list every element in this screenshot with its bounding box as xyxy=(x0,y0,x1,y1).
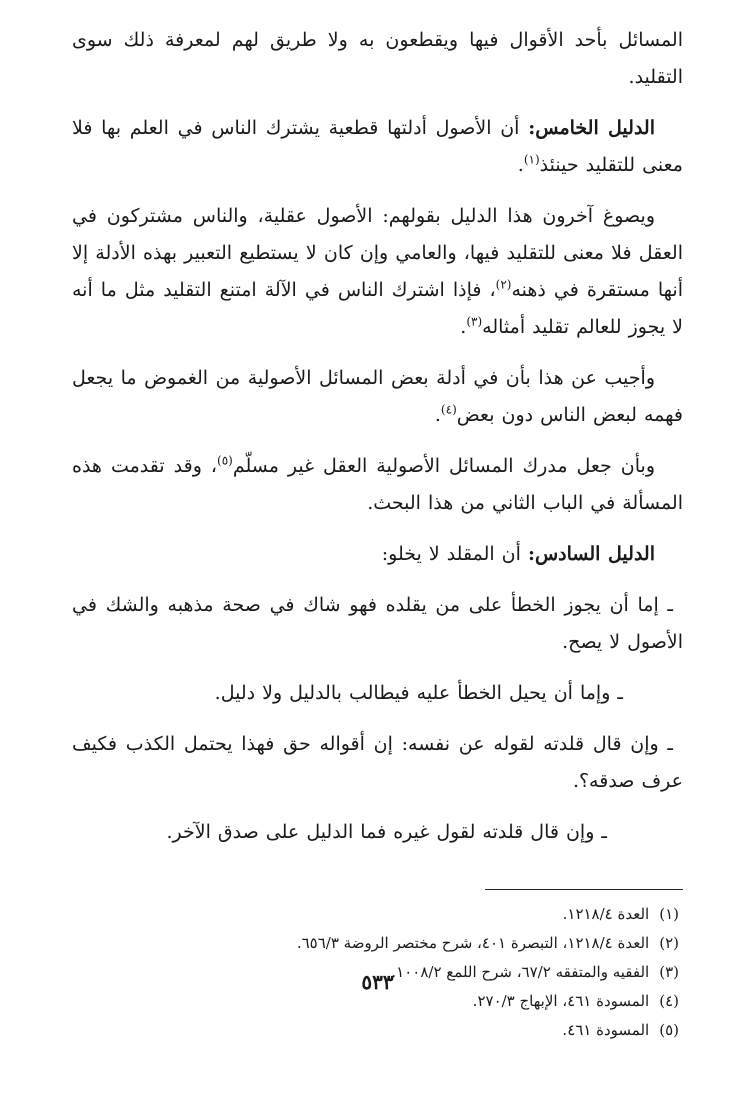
page-number: ٥٣٣ xyxy=(361,970,394,994)
paragraph-text: وبأن جعل مدرك المسائل الأصولية العقل غير مسلّم xyxy=(232,455,655,477)
footnote-number: (٥) xyxy=(659,1021,679,1039)
list-item xyxy=(72,726,683,800)
footnote-number: (٣) xyxy=(659,963,679,981)
paragraph-text: أن الأصول أدلتها قطعية يشترك الناس في العلم بها فلا معنى للتقليد حينئذ xyxy=(72,117,683,176)
footnote-text: العدة ١٢١٨/٤. xyxy=(562,905,650,923)
footnote-item xyxy=(72,929,683,958)
paragraph-text: ، فإذا اشترك الناس في الآلة امتنع التقليد مثل ما أنه لا يجوز للعالم تقليد أمثاله xyxy=(72,279,683,338)
footnote-ref[interactable]: (٥) xyxy=(217,453,233,468)
footnote-ref[interactable]: (٤) xyxy=(440,402,457,417)
footnote-text: الفقيه والمتفقه ٦٧/٢، شرح اللمع ١٠٠٨/٢. xyxy=(391,963,650,981)
paragraph-text: أن المقلد لا يخلو: xyxy=(381,543,528,565)
paragraph-response xyxy=(72,360,683,434)
paragraph-response-2 xyxy=(72,448,683,522)
footnote-item xyxy=(72,900,683,929)
list-item xyxy=(72,587,683,661)
paragraph-text: ، وقد تقدمت هذه المسألة في الباب الثاني من هذا البحث. xyxy=(72,455,683,514)
footnote-text: المسودة ٤٦١. xyxy=(562,1021,650,1039)
section-heading-fifth: الدليل الخامس: xyxy=(528,117,655,139)
list-item xyxy=(72,814,683,851)
paragraph-sixth-argument xyxy=(72,536,683,573)
list-item-text: ـ إما أن يجوز الخطأ على من يقلده فهو شاك في صحة مذهبه والشك في الأصول لا يصح. xyxy=(72,594,683,653)
paragraph-fifth-argument xyxy=(72,110,683,184)
footnote-ref[interactable]: (١) xyxy=(523,152,540,167)
footnote-number: (٢) xyxy=(659,934,679,952)
footnote-number: (٤) xyxy=(659,992,679,1010)
paragraph-text: ويصوغ آخرون هذا الدليل بقولهم: الأصول عقلية، والناس مشتركون في العقل فلا معنى للتقليد فيها، والعامي وإن كان لا يستطيع التعبير بهذه الأدلة إلا أنها مستقرة في ذهنه xyxy=(72,205,683,301)
list-item xyxy=(72,675,683,712)
paragraph-reformulation xyxy=(72,198,683,346)
punctuation: . xyxy=(434,404,441,426)
paragraph-continuation xyxy=(72,22,683,96)
paragraph-text: وأجيب عن هذا بأن في أدلة بعض المسائل الأصولية من الغموض ما يجعل فهمه لبعض الناس دون بعض xyxy=(72,367,683,426)
footnote-text: العدة ١٢١٨/٤، التبصرة ٤٠١، شرح مختصر الروضة ٦٥٦/٣. xyxy=(296,934,650,952)
punctuation: . xyxy=(517,154,524,176)
paragraph-text: المسائل بأحد الأقوال فيها ويقطعون به ولا طريق لهم لمعرفة ذلك سوى التقليد. xyxy=(72,29,683,88)
list-item-text: ـ وإن قال قلدته لقوله عن نفسه: إن أقواله حق فهذا يحتمل الكذب فكيف عرف صدقه؟. xyxy=(72,733,683,792)
footnote-ref[interactable]: (٢) xyxy=(495,277,512,292)
list-item-text: ـ وإما أن يحيل الخطأ عليه فيطالب بالدليل ولا دليل. xyxy=(214,682,623,704)
punctuation: . xyxy=(460,316,467,338)
footnote-separator xyxy=(485,889,683,890)
footnote-item xyxy=(72,1016,683,1045)
footnote-number: (١) xyxy=(659,905,679,923)
footnote-ref[interactable]: (٣) xyxy=(466,314,483,329)
footnote-text: المسودة ٤٦١، الإبهاج ٢٧٠/٣. xyxy=(472,992,650,1010)
section-heading-sixth: الدليل السادس: xyxy=(527,543,655,565)
list-item-text: ـ وإن قال قلدته لقول غيره فما الدليل على صدق الآخر. xyxy=(166,821,607,843)
